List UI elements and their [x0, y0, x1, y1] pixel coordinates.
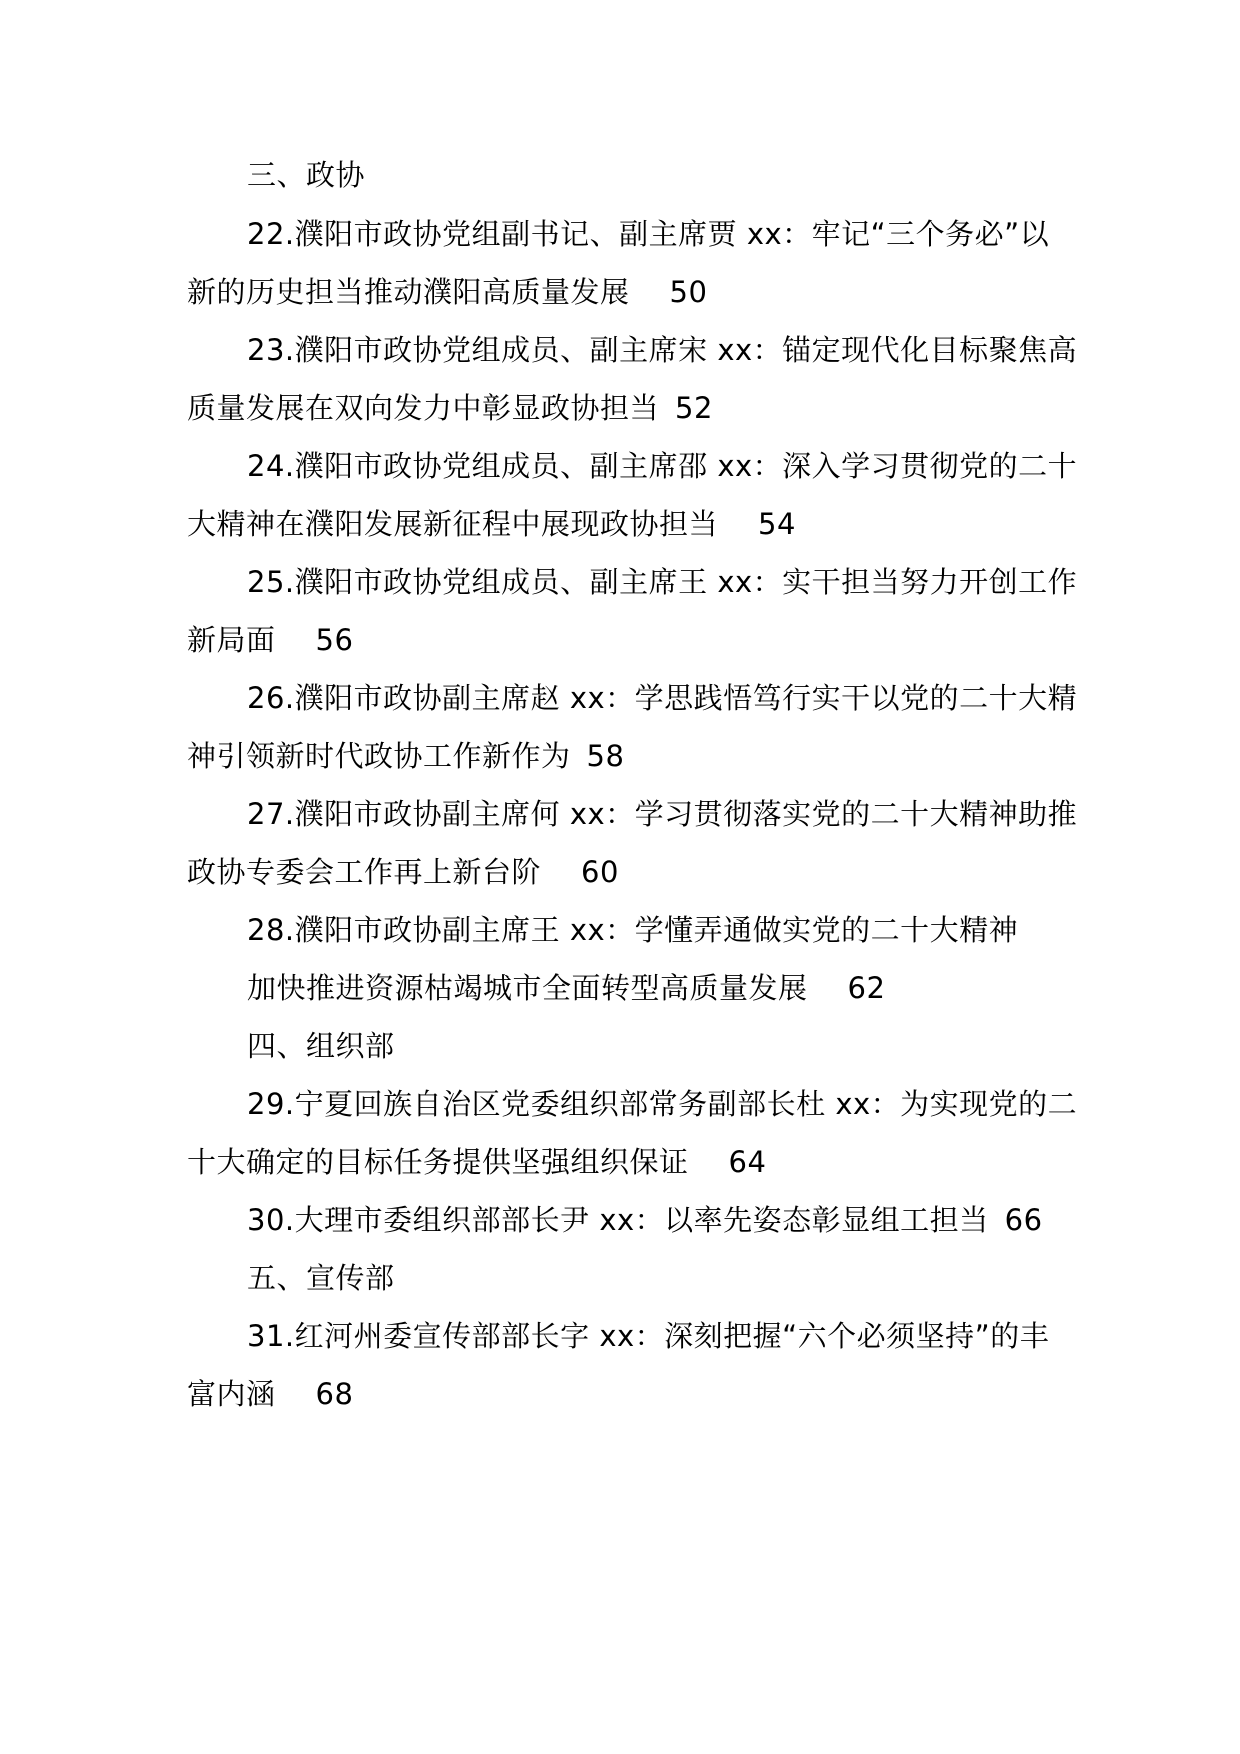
toc-entry-22-title-end: 新的历史担当推动濮阳高质量发展 [187, 275, 630, 309]
toc-entry-30-line1 [247, 1200, 1043, 1240]
toc-entry-23-page: 52 [675, 391, 713, 425]
section-heading-publicity: 五、宣传部 [247, 1261, 395, 1295]
toc-entry-23-title-end: 质量发展在双向发力中彰显政协担当 [187, 391, 660, 425]
toc-entry-27-line2 [187, 852, 619, 892]
toc-entry-23-line1: 23.濮阳市政协党组成员、副主席宋 xx：锚定现代化目标聚焦高 [247, 333, 1078, 367]
toc-entry-30-title: 30.大理市委组织部部长尹 xx：以率先姿态彰显组工担当 [247, 1203, 989, 1237]
toc-entry-31-line1: 31.红河州委宣传部部长字 xx：深刻把握“六个必须坚持”的丰 [247, 1319, 1050, 1353]
toc-entry-28-line1: 28.濮阳市政协副主席王 xx：学懂弄通做实党的二十大精神 [247, 913, 1019, 947]
toc-entry-26-page: 58 [586, 739, 625, 773]
toc-entry-24-page: 54 [758, 507, 796, 541]
toc-entry-27-page: 60 [581, 855, 619, 889]
toc-entry-24-line2 [187, 504, 796, 544]
toc-entry-28-line2 [247, 968, 885, 1008]
toc-entry-25-page: 56 [315, 623, 354, 657]
toc-entry-31-page: 68 [315, 1377, 354, 1411]
toc-entry-31-title-end: 富内涵 [187, 1377, 276, 1411]
toc-entry-30-page: 66 [1004, 1203, 1043, 1237]
toc-entry-24-line1: 24.濮阳市政协党组成员、副主席邵 xx：深入学习贯彻党的二十 [247, 449, 1078, 483]
toc-entry-23-line2 [187, 388, 713, 428]
toc-entry-29-page: 64 [728, 1145, 767, 1179]
toc-entry-25-line1: 25.濮阳市政协党组成员、副主席王 xx：实干担当努力开创工作 [247, 565, 1078, 599]
toc-entry-29-title-end: 十大确定的目标任务提供坚强组织保证 [187, 1145, 689, 1179]
toc-entry-22-page: 50 [669, 275, 708, 309]
section-heading-cppcc: 三、政协 [247, 158, 366, 192]
toc-entry-22-line1: 22.濮阳市政协党组副书记、副主席贾 xx：牢记“三个务必”以 [247, 217, 1050, 251]
section-heading-organization: 四、组织部 [247, 1029, 395, 1063]
toc-entry-27-line1: 27.濮阳市政协副主席何 xx：学习贯彻落实党的二十大精神助推 [247, 797, 1078, 831]
toc-entry-25-title-end: 新局面 [187, 623, 276, 657]
toc-entry-24-title-end: 大精神在濮阳发展新征程中展现政协担当 [187, 507, 719, 541]
toc-entry-27-title-end: 政协专委会工作再上新台阶 [187, 855, 542, 889]
toc-entry-26-title-end: 神引领新时代政协工作新作为 [187, 739, 571, 773]
toc-entry-25-line2 [187, 620, 353, 660]
toc-entry-28-title-end: 加快推进资源枯竭城市全面转型高质量发展 [247, 971, 808, 1005]
toc-entry-26-line2 [187, 736, 624, 776]
toc-entry-28-page: 62 [847, 971, 886, 1005]
toc-entry-31-line2 [187, 1374, 353, 1414]
toc-entry-22-line2 [187, 272, 707, 312]
toc-entry-26-line1: 26.濮阳市政协副主席赵 xx：学思践悟笃行实干以党的二十大精 [247, 681, 1078, 715]
toc-entry-29-line2 [187, 1142, 766, 1182]
toc-entry-29-line1: 29.宁夏回族自治区党委组织部常务副部长杜 xx：为实现党的二 [247, 1087, 1078, 1121]
